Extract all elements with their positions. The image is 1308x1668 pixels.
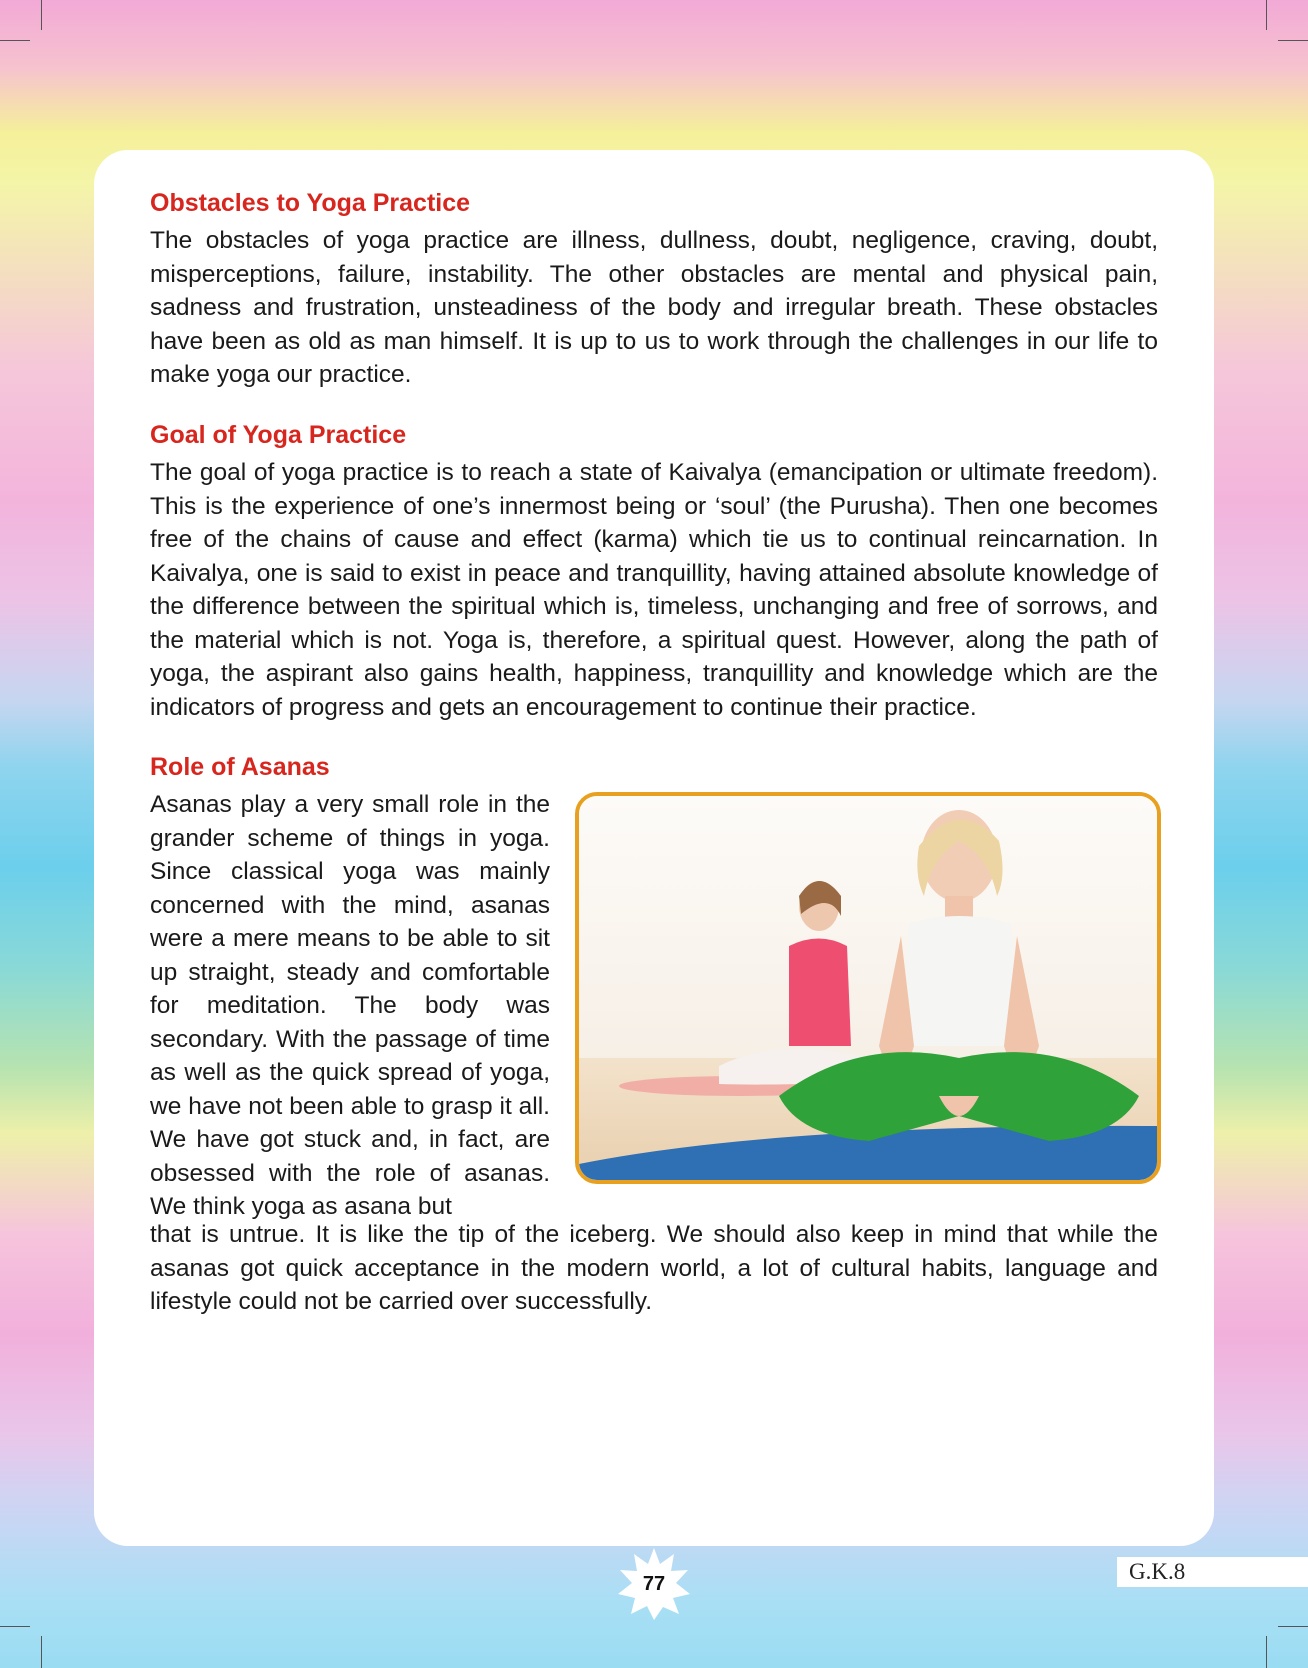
section-body-goal: The goal of yoga practice is to reach a state of Kaivalya (emancipation or ultimate freedom). This is the experience of one’s innermost being or ‘soul’ (the Purusha). Then one becomes free of the chains of cause and effect (karma) which tie us to continual reincarnation. In Kaivalya, one is said to exist in peace and tranquillity, having attained absolute knowledge of the difference between the spiritual which is, timeless, unchanging and free of sorrows, and the material which is not. Yoga is, therefore, a spiritual quest. However, along the path of yoga, the aspirant also gains health, happiness, tranquillity and knowledge which are the indicators of progress and gets an encouragement to continue their practice.	[150, 459, 1158, 721]
crop-mark	[1266, 0, 1267, 30]
page-number-badge	[616, 1546, 692, 1622]
crop-mark	[0, 1626, 30, 1627]
crop-mark	[1278, 1626, 1308, 1627]
section-heading-asanas: Role of Asanas	[150, 753, 330, 781]
crop-mark	[1278, 40, 1308, 41]
crop-mark	[0, 40, 30, 41]
page-number: 77	[642, 1573, 666, 1595]
book-code: G.K.8	[1129, 1559, 1186, 1584]
section-body-asanas-continued: that is untrue. It is like the tip of the iceberg. We should also keep in mind that while the asanas got quick acceptance in the modern world, a lot of cultural habits, language and lifestyle could not be carried over successfully.	[150, 1221, 1158, 1315]
section-heading-goal: Goal of Yoga Practice	[150, 421, 407, 449]
section-obstacles	[150, 186, 1158, 392]
crop-mark	[41, 0, 42, 30]
section-heading-obstacles: Obstacles to Yoga Practice	[150, 189, 471, 217]
section-asanas	[150, 750, 1158, 1315]
section-body-asanas-wrapped: Asanas play a very small role in the grander scheme of things in yoga. Since classical yoga was mainly concerned with the mind, asanas were a mere means to be able to sit up straight, steady and comfortable for meditation. The body was secondary. With the passage of time as well as the quick spread of yoga, we have not been able to grasp it all. We have got stuck and, in fact, are obsessed with the role of asanas. We think yoga as asana but	[150, 791, 550, 1220]
section-goal	[150, 418, 1158, 724]
yoga-photo	[575, 792, 1161, 1184]
section-body-obstacles: The obstacles of yoga practice are illness, dullness, doubt, negligence, craving, doubt, misperceptions, failure, instability. The other obstacles are mental and physical pain, sadness and frustration, unsteadiness of the body and irregular breath. These obstacles have been as old as man himself. It is up to us to work through the challenges in our life to make yoga our practice.	[150, 227, 1158, 388]
book-code-box	[1117, 1557, 1308, 1587]
yoga-photo-illustration	[579, 796, 1157, 1180]
crop-mark	[1266, 1636, 1267, 1668]
crop-mark	[41, 1636, 42, 1668]
